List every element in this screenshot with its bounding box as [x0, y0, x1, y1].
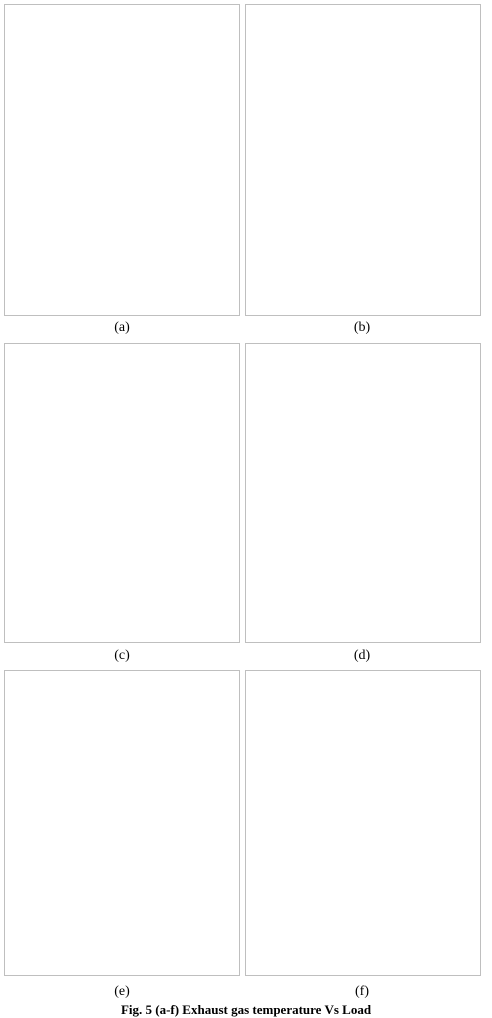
caption-f: (f)	[355, 984, 369, 999]
caption-e: (e)	[114, 984, 130, 999]
chart-svg-b	[246, 5, 482, 317]
chart-svg-e	[5, 671, 241, 977]
chart-panel-c	[4, 343, 240, 643]
caption-c: (c)	[114, 648, 130, 663]
caption-d: (d)	[353, 648, 371, 663]
chart-panel-b	[245, 4, 481, 316]
chart-svg-d	[246, 344, 482, 644]
figure-caption: Fig. 5 (a-f) Exhaust gas temperature Vs Load	[120, 1002, 372, 1017]
chart-panel-a	[4, 4, 240, 316]
chart-panel-d	[245, 343, 481, 643]
caption-a: (a)	[114, 320, 130, 335]
chart-svg-c	[5, 344, 241, 644]
caption-b: (b)	[353, 320, 371, 335]
chart-svg-f	[246, 671, 482, 977]
chart-panel-f	[245, 670, 481, 976]
chart-panel-e	[4, 670, 240, 976]
chart-svg-a	[5, 5, 241, 317]
